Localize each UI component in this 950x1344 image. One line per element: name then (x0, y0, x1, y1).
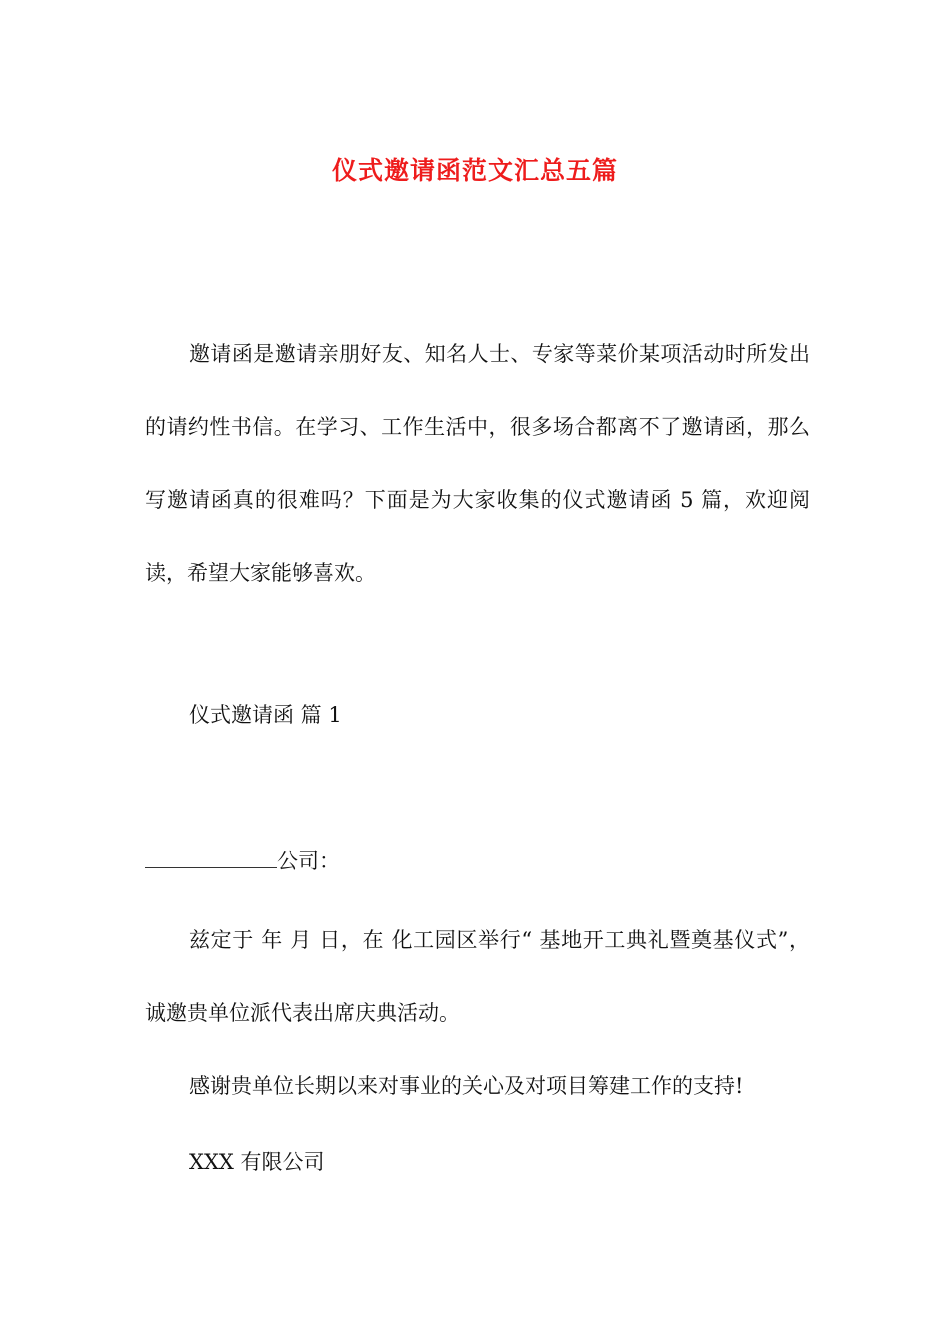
invitation-body-paragraph: 兹定于 年 月 日，在 化工园区举行“ 基地开工典礼暨奠基仪式”，诚邀贵单位派代表出席庆典活动。 (145, 928, 810, 1025)
document-title: 仪式邀请函范文汇总五篇 (331, 155, 618, 185)
salutation (145, 846, 340, 876)
intro-paragraph: 邀请函是邀请亲朋好友、知名人士、专家等菜价某项活动时所发出的请约性书信。在学习、工作生活中，很多场合都离不了邀请函，那么写邀请函真的很难吗？下面是为大家收集的仪式邀请函 5 篇，欢迎阅读，希望大家能够喜欢。 (145, 342, 810, 585)
section-heading: 仪式邀请函 篇 1 (189, 703, 342, 727)
fill-in-blank-line (145, 847, 277, 868)
signature: XXX 有限公司 (189, 1150, 325, 1174)
thanks-paragraph: 感谢贵单位长期以来对事业的关心及对项目筹建工作的支持! (189, 1074, 744, 1098)
salutation-suffix: 公司： (277, 849, 340, 873)
